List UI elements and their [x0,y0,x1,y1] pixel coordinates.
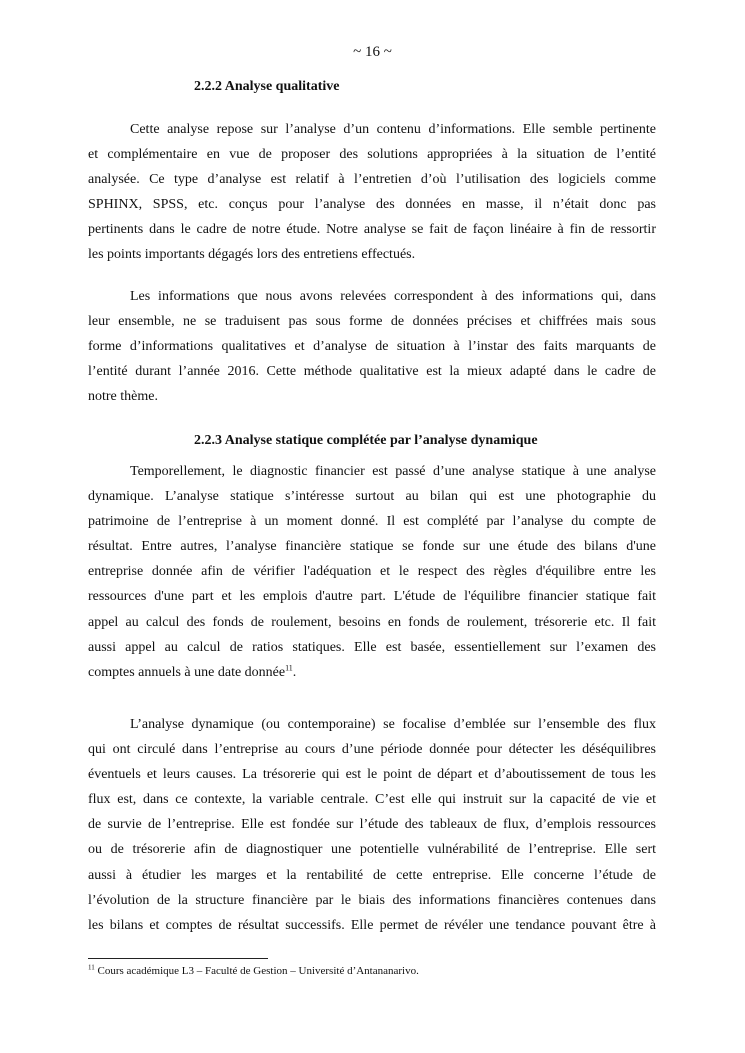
text-line: flux est, dans ce contexte, la variable centrale. C’est elle qui instruit sur la capacité de vie et [88,792,656,808]
text-line: de survie de l’entreprise. Elle est fondée sur l’étude des tableaux de flux, d’emplois ressources [88,817,656,833]
text-line: qui ont circulé dans l’entreprise au cours d’une période donnée pour détecter les déséquilibres [88,742,656,758]
text-line: l’entité durant l’année 2016. Cette méthode qualitative est la mieux adapté dans le cadre de [88,364,656,380]
text-line: aussi appel au calcul de ratios statiques. Elle est basée, essentiellement sur l’examen des [88,639,656,655]
text-line: appel au calcul des fonds de roulement, besoins en fonds de roulement, trésorerie etc. Il fait [88,614,656,630]
text-line: leur ensemble, ne se traduisent pas sous forme de données précises et chiffrées mais sous [88,314,656,330]
footnote-number: 11 [88,963,95,972]
sentence-end: . [292,664,297,680]
footnote-reference[interactable]: 11 [285,663,293,673]
text-line: forme d’informations qualitatives et d’analyse de situation à l’instar des faits marquants de [88,339,656,355]
text-line: pertinents dans le cadre de notre étude. Notre analyse se fait de façon linéaire à fin de ressortir [88,222,656,238]
text-line: ou de trésorerie afin de diagnostiquer une potentielle vulnérabilité de l’entreprise. Elle sert [88,842,656,858]
text-line: les points importants dégagés lors des entretiens effectués. [88,247,416,263]
paragraph-qualitative-2 [88,284,656,409]
section-heading-2-2-3: 2.2.3 Analyse statique complétée par l’analyse dynamique [194,433,538,448]
text-line: les bilans et comptes de résultat successifs. Elle permet de révéler une tendance pouvant être à [88,917,656,933]
text-line: patrimoine de l’entreprise à un moment donné. Il est complété par l’analyse du compte de [88,514,656,530]
text-line: comptes annuels à une date donnée [88,664,286,680]
text-line: L’analyse dynamique (ou contemporaine) se focalise d’emblée sur l’ensemble des flux [130,717,656,732]
text-line: l’évolution de la structure financière par le biais des informations financières contenues dans [88,892,656,908]
paragraph-static-analysis [88,459,656,685]
text-line: ressources d'une part et les emplois d'autre part. L'étude de l'équilibre financier statique fait [88,589,656,605]
paragraph-qualitative-1 [88,117,656,268]
text-line: SPHINX, SPSS, etc. conçus pour l’analyse des données en masse, il n’était donc pas [88,197,656,213]
text-line: entreprise donnée afin de vérifier l'adéquation et le respect des règles d'équilibre entre les [88,564,656,580]
page-number: ~ 16 ~ [353,44,392,60]
text-line: dynamique. L’analyse statique s’intéresse surtout au bilan qui est une photographie du [88,489,656,505]
text-line: analysée. Ce type d’analyse est relatif à l’entretien d’où l’utilisation des logiciels comme [88,172,656,188]
text-line: Temporellement, le diagnostic financier est passé d’une analyse statique à une analyse [130,464,656,479]
paragraph-dynamic-analysis [88,712,656,938]
text-line: Cette analyse repose sur l’analyse d’un contenu d’informations. Elle semble pertinente [130,122,656,137]
footnote-divider [88,958,268,959]
text-line: aussi à étudier les marges et la rentabilité de cette entreprise. Elle concerne l’étude de [88,867,656,883]
text-line: résultat. Entre autres, l’analyse financière statique se fonde sur une étude des bilans d'une [88,539,656,555]
text-line: notre thème. [88,389,158,405]
footnote-text: Cours académique L3 – Faculté de Gestion – Université d’Antananarivo. [94,965,419,977]
text-line: éventuels et leurs causes. La trésorerie qui est le point de départ et d’aboutissement de tous les [88,767,656,783]
text-line: Les informations que nous avons relevées correspondent à des informations qui, dans [130,289,656,304]
text-line: et complémentaire en vue de proposer des solutions appropriées à la situation de l’entité [88,147,656,163]
text-line-with-footnote [88,660,656,685]
footnote [88,963,419,979]
section-heading-2-2-2: 2.2.2 Analyse qualitative [194,79,340,94]
